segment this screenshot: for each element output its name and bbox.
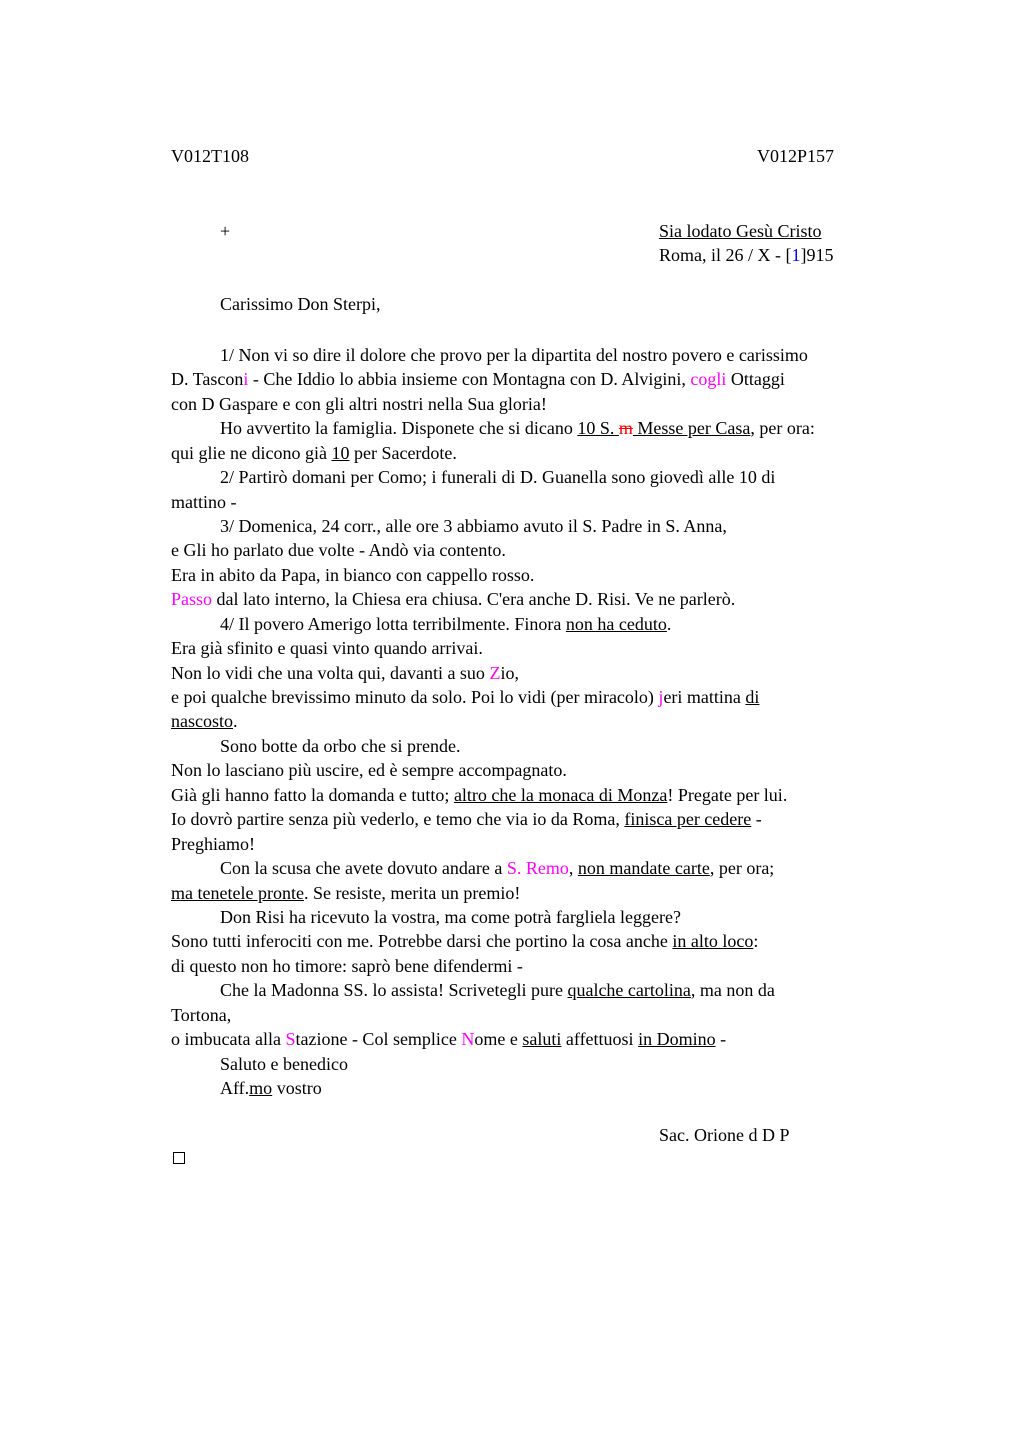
body-line: Io dovrò partire senza più vederlo, e temo che via io da Roma, finisca per cedere - xyxy=(171,809,762,829)
closing-line: Saluto e benedico xyxy=(220,1054,348,1074)
body-line: e Gli ho parlato due volte - Andò via contento. xyxy=(171,540,506,560)
checkbox-square-icon xyxy=(173,1152,185,1164)
body-line: 2/ Partirò domani per Como; i funerali di D. Guanella sono giovedì alle 10 di xyxy=(220,467,776,487)
document-code-left: V012T108 xyxy=(171,146,249,166)
body-line: Passo dal lato interno, la Chiesa era chiusa. C'era anche D. Risi. Ve ne parlerò. xyxy=(171,589,736,609)
body-line: nascosto. xyxy=(171,711,238,731)
body-line: Sono botte da orbo che si prende. xyxy=(220,736,461,756)
body-line: o imbucata alla Stazione - Col semplice Nome e saluti affettuosi in Domino - xyxy=(171,1029,727,1049)
signature: Sac. Orione d D P xyxy=(659,1125,790,1145)
body-line: Già gli hanno fatto la domanda e tutto; altro che la monaca di Monza! Pregate per lui. xyxy=(171,785,788,805)
body-line: Sono tutti inferociti con me. Potrebbe darsi che portino la cosa anche in alto loco: xyxy=(171,931,759,951)
body-line: 3/ Domenica, 24 corr., alle ore 3 abbiamo avuto il S. Padre in S. Anna, xyxy=(220,516,727,536)
body-line: Ho avvertito la famiglia. Disponete che si dicano 10 S. m Messe per Casa, per ora: xyxy=(220,418,815,438)
body-line: Tortona, xyxy=(171,1005,232,1025)
body-line: 4/ Il povero Amerigo lotta terribilmente. Finora non ha ceduto. xyxy=(220,614,672,634)
body-line: Don Risi ha ricevuto la vostra, ma come potrà fargliela leggere? xyxy=(220,907,681,927)
motto: Sia lodato Gesù Cristo xyxy=(659,221,822,241)
body-line: qui glie ne dicono già 10 per Sacerdote. xyxy=(171,443,457,463)
body-line: Era in abito da Papa, in bianco con cappello rosso. xyxy=(171,565,535,585)
body-line: Non lo lasciano più uscire, ed è sempre accompagnato. xyxy=(171,760,567,780)
body-line: Non lo vidi che una volta qui, davanti a suo Zio, xyxy=(171,663,519,683)
body-line: mattino - xyxy=(171,492,237,512)
document-code-right: V012P157 xyxy=(757,146,835,166)
body-line: ma tenetele pronte. Se resiste, merita un premio! xyxy=(171,883,521,903)
closing-line: Aff.mo vostro xyxy=(220,1078,322,1098)
body-line: di questo non ho timore: saprò bene difendermi - xyxy=(171,956,523,976)
body-line: Era già sfinito e quasi vinto quando arrivai. xyxy=(171,638,483,658)
letter-date: Roma, il 26 / X - [1]915 xyxy=(659,245,834,265)
body-line: D. Tasconi - Che Iddio lo abbia insieme con Montagna con D. Alvigini, cogli Ottaggi xyxy=(171,369,785,389)
body-line: e poi qualche brevissimo minuto da solo. Poi lo vidi (per miracolo) jeri mattina di xyxy=(171,687,760,707)
body-line: Con la scusa che avete dovuto andare a S. Remo, non mandate carte, per ora; xyxy=(220,858,775,878)
body-line: Preghiamo! xyxy=(171,834,255,854)
body-line: con D Gaspare e con gli altri nostri nella Sua gloria! xyxy=(171,394,547,414)
salutation: Carissimo Don Sterpi, xyxy=(220,294,381,314)
body-line: Che la Madonna SS. lo assista! Scrivetegli pure qualche cartolina, ma non da xyxy=(220,980,775,1000)
body-line: 1/ Non vi so dire il dolore che provo per la dipartita del nostro povero e carissimo xyxy=(220,345,808,365)
cross-symbol: + xyxy=(220,221,231,241)
